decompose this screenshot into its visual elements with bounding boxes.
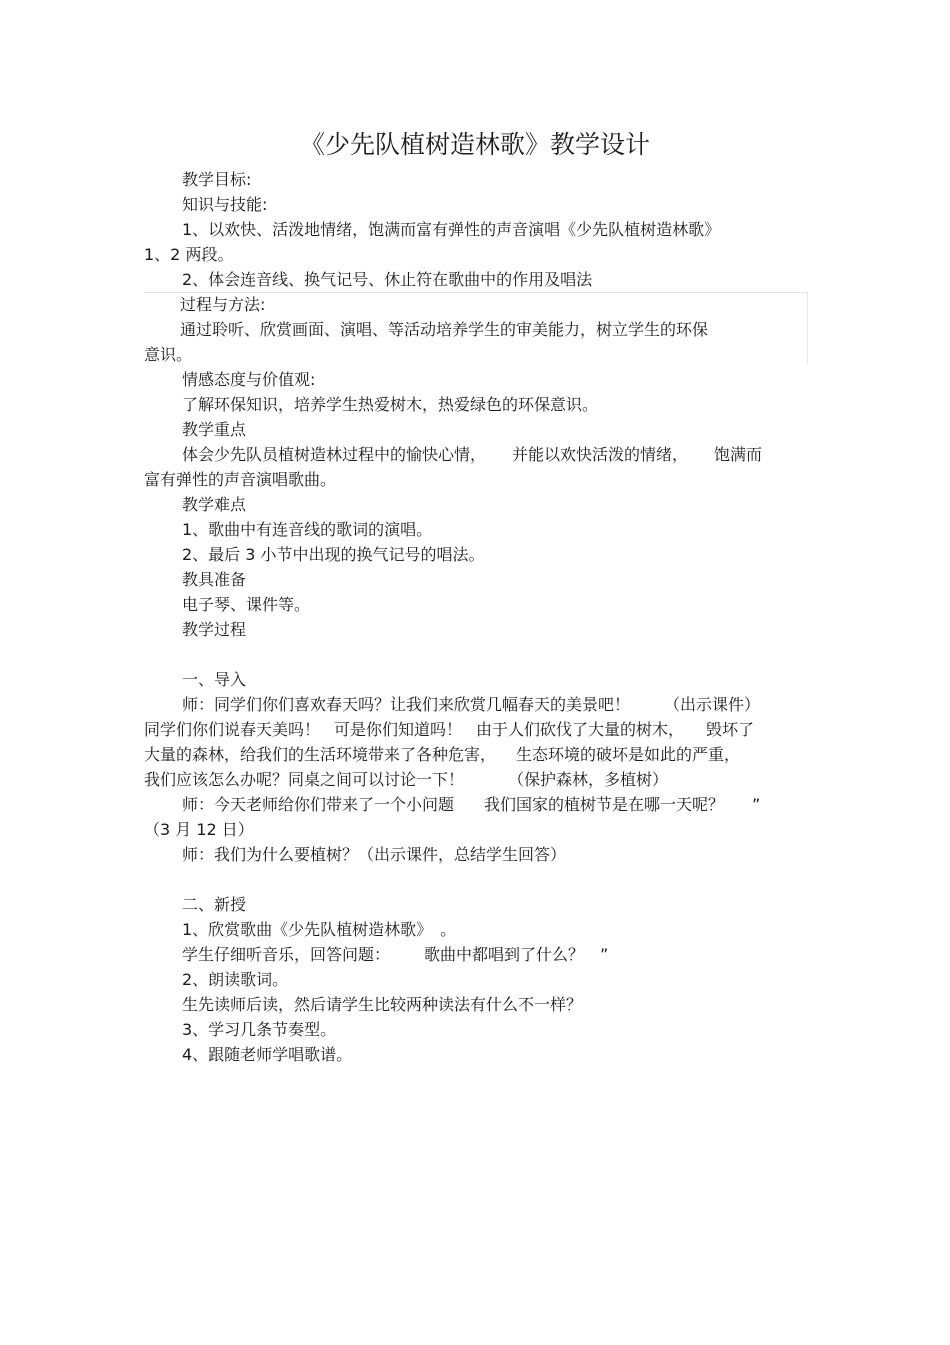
process-heading: 过程与方法:: [180, 295, 266, 314]
skills-item-1-cont: 1、2 两段。: [144, 245, 234, 264]
emotion-heading: 情感态度与价值观:: [182, 370, 316, 389]
intro-line-5-part-2: 我们国家的植树节是在哪一天呢？: [484, 795, 725, 814]
key-text-part-1: 体会少先队员植树造林过程中的愉快心情，: [182, 445, 487, 464]
intro-line-3: [144, 743, 740, 767]
difficulty-heading: 教学难点: [182, 495, 247, 514]
intro-line-1: [182, 693, 760, 717]
key-text: [182, 443, 762, 467]
new-item-2-part-1: 学生仔细听音乐，回答问题：: [182, 945, 391, 964]
difficulty-item-1: 1、歌曲中有连音线的歌词的演唱。: [182, 520, 433, 539]
intro-line-4-part-1: 我们应该怎么办呢？同桌之间可以讨论一下！: [144, 770, 465, 789]
tools-text: 电子琴、课件等。: [182, 595, 311, 614]
key-text-part-3: 饱满而: [714, 445, 763, 464]
intro-line-7: 师：我们为什么要植树？（出示课件，总结学生回答）: [182, 845, 567, 864]
process-text-cont: 意识。: [144, 345, 193, 364]
intro-line-5: [182, 793, 760, 817]
intro-line-1-text: 师：同学们你们喜欢春天吗？让我们来欣赏几幅春天的美景吧！: [182, 695, 631, 714]
intro-line-4: [144, 768, 668, 792]
new-item-1: 1、欣赏歌曲《少先队植树造林歌》 。: [182, 920, 457, 939]
new-item-3: 2、朗读歌词。: [182, 970, 289, 989]
intro-line-3-part-2: 生态环境的破坏是如此的严重，: [516, 745, 741, 764]
intro-line-5-part-3: ”: [752, 795, 761, 814]
intro-line-6: （3 月 12 日）: [144, 820, 254, 839]
intro-line-2: [144, 718, 754, 742]
intro-line-2-part-2: 可是你们知道吗！: [334, 720, 463, 739]
intro-line-5-part-1: 师：今天老师给你们带来了一个小问题: [182, 795, 455, 814]
intro-line-2-part-3: 由于人们砍伐了大量的树木，: [476, 720, 685, 739]
intro-line-2-part-1: 同学们你们说春天美吗！: [144, 720, 321, 739]
difficulty-item-2: 2、最后 3 小节中出现的换气记号的唱法。: [182, 545, 485, 564]
key-text-part-2: 并能以欢快活泼的情绪，: [512, 445, 689, 464]
intro-heading: 一、导入: [182, 670, 247, 689]
tools-heading: 教具准备: [182, 570, 247, 589]
process-text: 通过聆听、欣赏画面、演唱、等活动培养学生的审美能力，树立学生的环保: [180, 320, 709, 339]
emotion-text: 了解环保知识，培养学生热爱树木，热爱绿色的环保意识。: [182, 395, 599, 414]
process2-heading: 教学过程: [182, 620, 247, 639]
goals-heading: 教学目标:: [182, 170, 252, 189]
new-item-6: 4、跟随老师学唱歌谱。: [182, 1045, 353, 1064]
new-item-4: 生先读师后读，然后请学生比较两种读法有什么不一样？: [182, 995, 583, 1014]
document-title: 《少先队植树造林歌》教学设计: [299, 130, 650, 159]
intro-line-3-part-1: 大量的森林，给我们的生活环境带来了各种危害，: [144, 745, 497, 764]
intro-line-2-part-4: 毁坏了: [706, 720, 755, 739]
key-heading: 教学重点: [182, 420, 247, 439]
new-item-2: [182, 943, 608, 967]
skills-item-2: 2、体会连音线、换气记号、休止符在歌曲中的作用及唱法: [182, 270, 593, 289]
skills-heading: 知识与技能:: [182, 195, 268, 214]
new-item-2-part-2: 歌曲中都唱到了什么？ ”: [424, 945, 609, 964]
intro-line-4-part-2: （保护森林，多植树）: [508, 770, 669, 789]
skills-item-1: 1、以欢快、活泼地情绪，饱满而富有弹性的声音演唱《少先队植树造林歌》: [182, 220, 721, 239]
key-text-cont: 富有弹性的声音演唱歌曲。: [144, 470, 337, 489]
intro-line-1-note: （出示课件）: [664, 695, 761, 714]
new-heading: 二、新授: [182, 895, 247, 914]
new-item-5: 3、学习几条节奏型。: [182, 1020, 337, 1039]
